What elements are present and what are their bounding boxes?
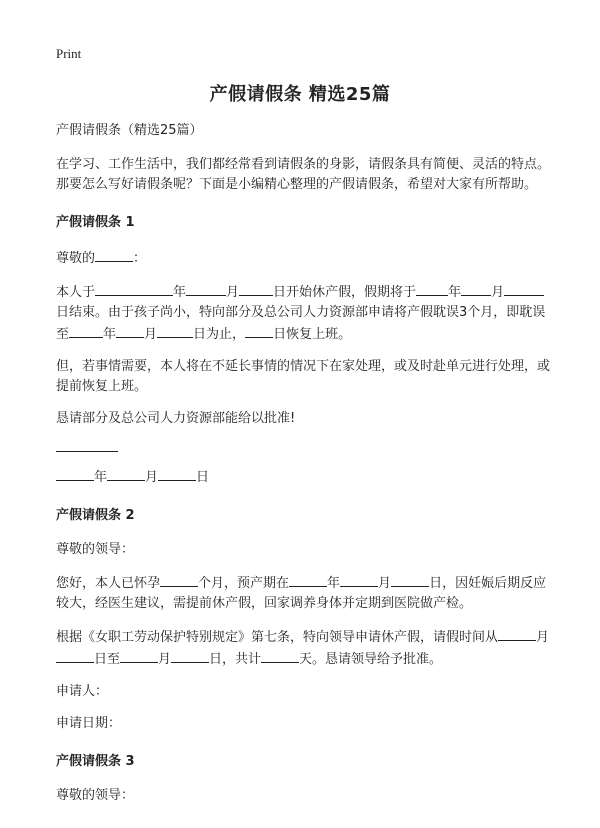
year-blank <box>56 466 94 481</box>
fill-blank <box>340 572 378 587</box>
text-fragment: 日恢复上班。 <box>273 327 352 342</box>
recipient-blank <box>95 247 133 262</box>
fill-blank <box>56 648 94 663</box>
text-fragment: 日，因妊娠后期反应较大，经医生建议，需提前休产假，回家调养身体并定期到医院做产检。 <box>56 576 547 611</box>
handling-paragraph-1: 但，若事情需要，本人将在不延长事情的情况下在家处理，或及时赴单元进行处理，或提前恢复上班。 <box>56 359 551 394</box>
text-fragment: 月 <box>144 327 158 342</box>
salutation-2: 尊敬的领导： <box>56 542 135 557</box>
fill-blank <box>504 281 544 296</box>
leave-dates-paragraph-1 <box>56 281 550 345</box>
month-blank <box>107 466 145 481</box>
signature-line <box>56 451 118 452</box>
salutation-1 <box>56 247 550 269</box>
fill-blank <box>116 323 144 338</box>
section-heading-3: 产假请假条 3 <box>56 754 135 769</box>
text-fragment: 日，共计 <box>209 652 262 667</box>
text-fragment: 天。恳请领导给予批准。 <box>299 652 443 667</box>
page-title: 产假请假条 精选25篇 <box>209 84 391 105</box>
fill-blank <box>171 648 209 663</box>
fill-blank <box>261 648 299 663</box>
date-line-1 <box>56 466 550 488</box>
fill-blank <box>120 648 158 663</box>
intro-paragraph: 在学习、工作生活中，我们都经常看到请假条的身影，请假条具有简便、灵活的特点。那要怎么写好请假条呢？下面是小编精心整理的产假请假条，希望对大家有所帮助。 <box>56 157 551 192</box>
fill-blank <box>461 281 491 296</box>
fill-blank <box>157 323 193 338</box>
fill-blank <box>69 323 103 338</box>
text-fragment: 月 <box>491 285 505 300</box>
document-subtitle: 产假请假条（精选25篇） <box>56 123 203 138</box>
fill-blank <box>239 281 273 296</box>
day-label: 日 <box>196 470 210 485</box>
text-fragment: 日结束。由于孩子尚小，特向部分及总公司人力资源部申请将产假耽误3个月，即耽误至 <box>56 305 546 342</box>
applicant-line: 申请人： <box>56 684 109 699</box>
fill-blank <box>245 323 273 338</box>
text-fragment: 月 <box>158 652 172 667</box>
text-fragment: 本人于 <box>56 285 96 300</box>
text-fragment: 个月，预产期在 <box>198 576 290 591</box>
fill-blank <box>95 281 173 296</box>
fill-blank <box>289 572 327 587</box>
salutation-3: 尊敬的领导： <box>56 788 135 803</box>
text-fragment: 月 <box>536 630 550 645</box>
fill-blank <box>186 281 226 296</box>
text-fragment: 月 <box>378 576 392 591</box>
document-body <box>56 121 550 818</box>
text-fragment: 日开始休产假，假期将于 <box>273 285 417 300</box>
year-label: 年 <box>94 470 108 485</box>
text-fragment: 您好，本人已怀孕 <box>56 576 161 591</box>
section-heading-2: 产假请假条 2 <box>56 508 135 523</box>
regulation-paragraph-2 <box>56 626 550 670</box>
print-link[interactable]: Print <box>56 46 82 61</box>
text-fragment: 年 <box>327 576 341 591</box>
apply-date-line: 申请日期： <box>56 716 122 731</box>
section-heading-1: 产假请假条 1 <box>56 215 135 230</box>
day-blank <box>158 466 196 481</box>
pregnancy-paragraph-2 <box>56 572 550 614</box>
text-fragment: 根据《女职工劳动保护特别规定》第七条，特向领导申请休产假，请假时间从 <box>56 630 499 645</box>
month-label: 月 <box>145 470 159 485</box>
fill-blank <box>160 572 198 587</box>
text-fragment: 月 <box>226 285 240 300</box>
salutation-colon: ： <box>133 251 147 266</box>
fill-blank <box>416 281 448 296</box>
fill-blank <box>391 572 429 587</box>
text-fragment: 年 <box>448 285 462 300</box>
request-paragraph-1: 恳请部分及总公司人力资源部能给以批准! <box>56 411 296 426</box>
text-fragment: 年 <box>103 327 117 342</box>
salutation-text: 尊敬的 <box>56 251 96 266</box>
fill-blank <box>498 626 536 641</box>
text-fragment: 年 <box>173 285 187 300</box>
text-fragment: 日至 <box>94 652 121 667</box>
text-fragment: 日为止， <box>193 327 246 342</box>
